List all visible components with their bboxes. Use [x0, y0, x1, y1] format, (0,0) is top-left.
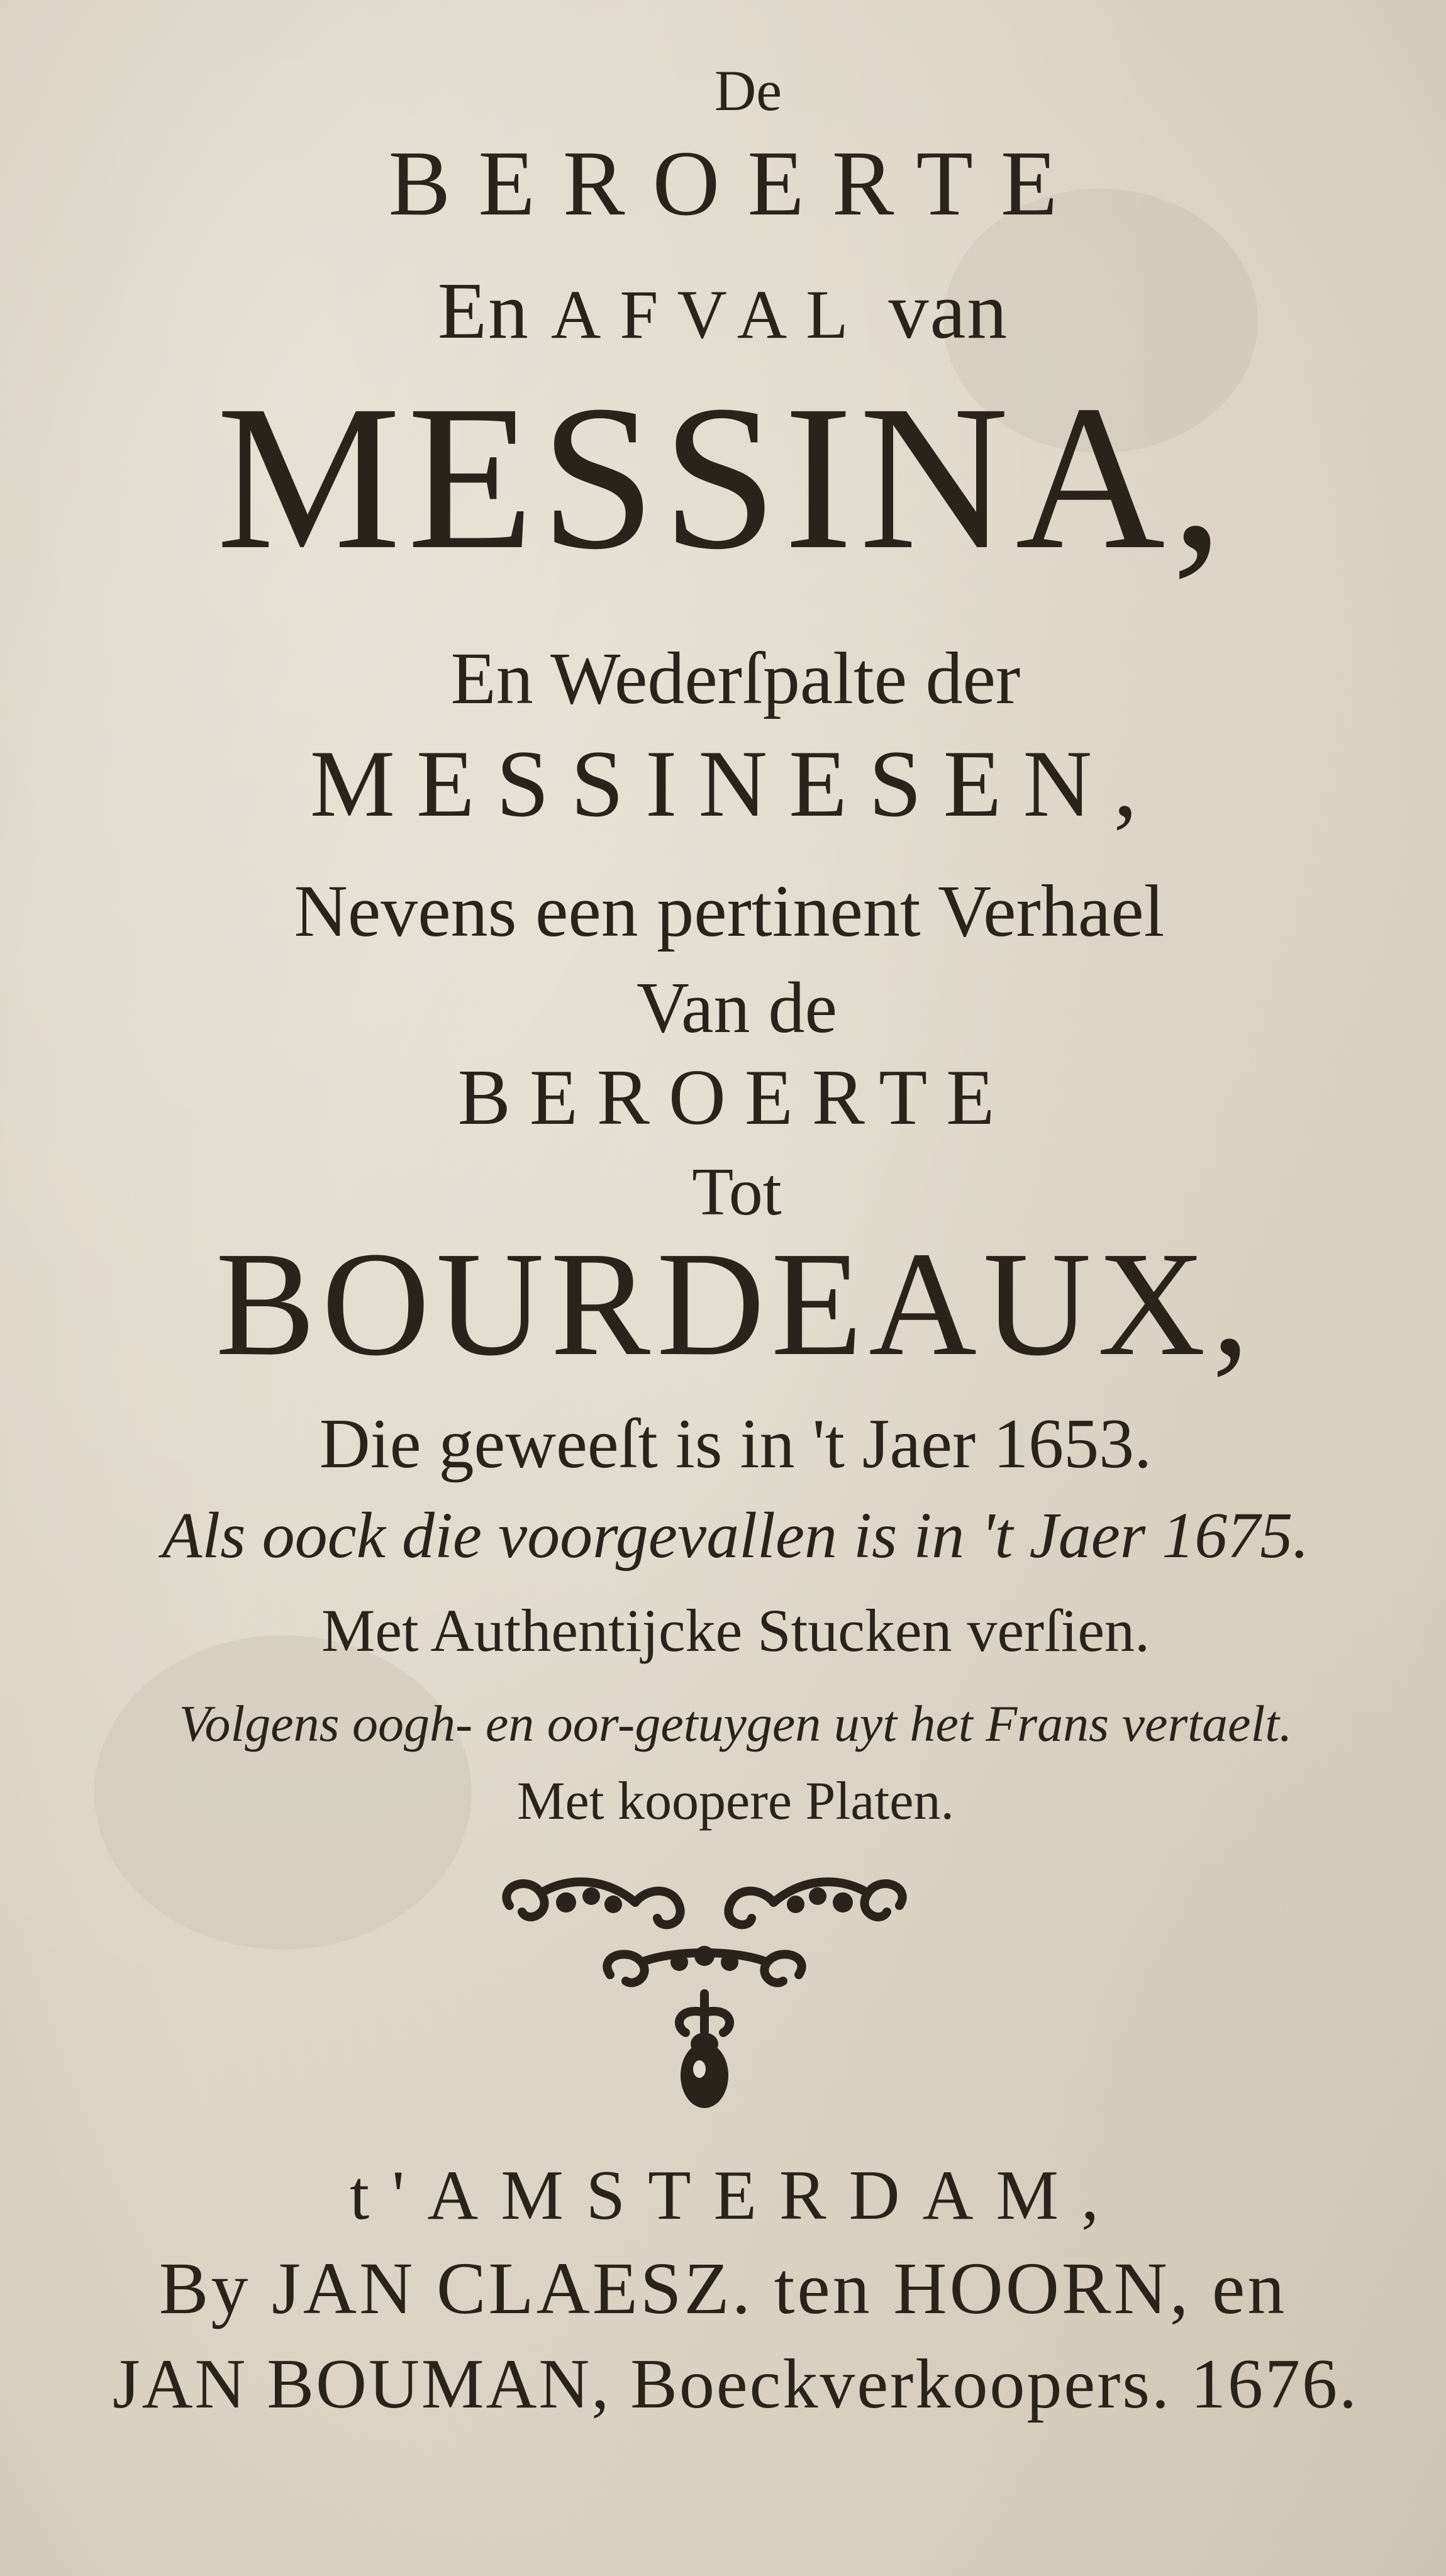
- imprint-line-by: By JAN CLAESZ. ten HOORN, en: [159, 2247, 1287, 2329]
- imprint-line-amsterdam: t'AMSTERDAM,: [350, 2157, 1121, 2235]
- word-van: van: [888, 266, 1009, 355]
- printers-fleuron-ornament-icon: [491, 1868, 918, 2126]
- word-afval: AFVAL: [550, 276, 867, 353]
- title-line-en-wederspalte: En Wederſpalte der: [450, 637, 1021, 719]
- title-line-die-geweest: Die geweeſt is in 't Jaer 1653.: [319, 1405, 1152, 1483]
- title-line-bourdeaux: BOURDEAUX,: [215, 1221, 1256, 1387]
- title-line-platen: Met koopere Platen.: [517, 1770, 954, 1831]
- word-en: En: [437, 266, 530, 355]
- title-line-authentijcke: Met Authentijcke Stucken verſien.: [321, 1597, 1150, 1664]
- imprint-line-bouman: JAN BOUMAN, Boeckverkoopers. 1676.: [113, 2345, 1359, 2423]
- title-line-als-oock: Als oock die voorgevallen is in 't Jaer 1675.: [162, 1499, 1310, 1572]
- title-line-nevens: Nevens een pertinent Verhael: [294, 870, 1165, 952]
- title-line-volgens: Volgens oogh- en oor-getuygen uyt het Frans vertaelt.: [179, 1695, 1293, 1752]
- title-line-van-de: Van de: [637, 968, 837, 1048]
- title-line-messinesen: MESSINESEN,: [309, 731, 1159, 836]
- title-line-messina: MESSINA,: [216, 363, 1230, 592]
- title-line-beroerte: BEROERTE: [388, 132, 1086, 235]
- title-line-beroerte-2: BEROERTE: [457, 1054, 1014, 1141]
- title-line-tot: Tot: [692, 1155, 782, 1230]
- title-line-en-afval-van: [0, 266, 1446, 355]
- title-line-de: De: [714, 58, 782, 123]
